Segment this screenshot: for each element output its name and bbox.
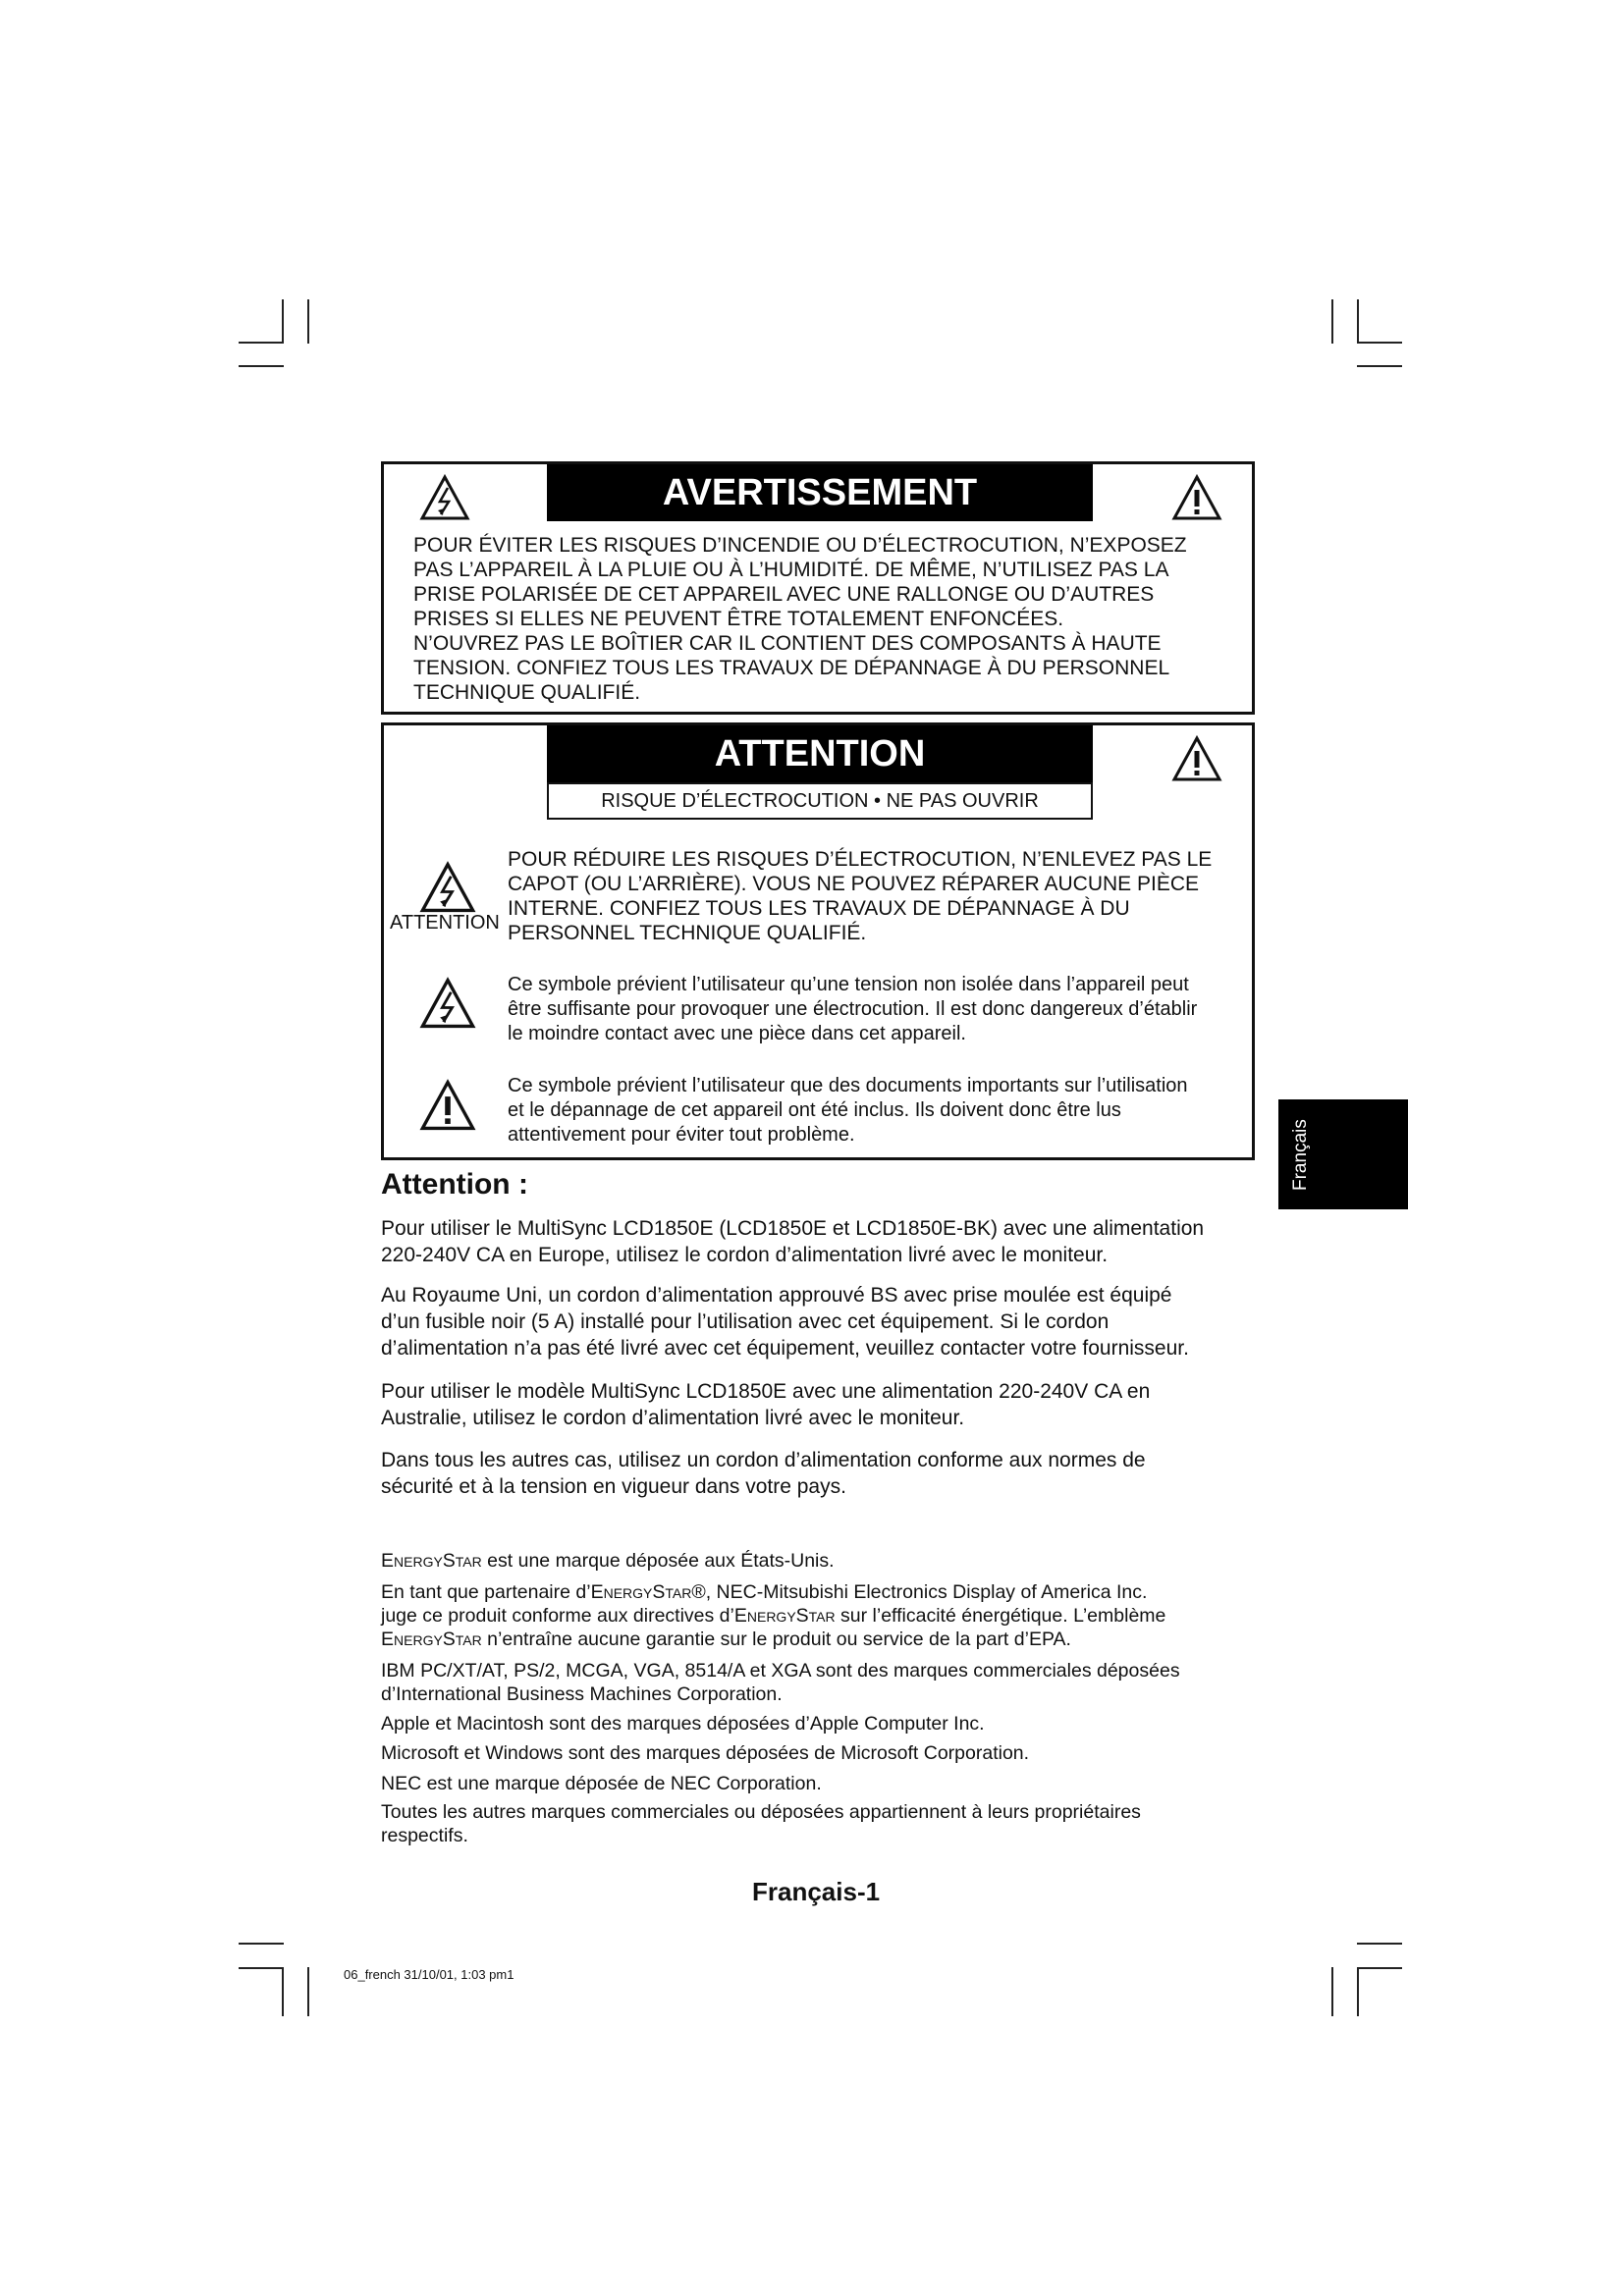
symbol-line: le moindre contact avec une pièce dans cet appareil. (508, 1023, 966, 1044)
exclamation-triangle-icon (419, 1079, 476, 1132)
exclamation-triangle-icon (1171, 735, 1222, 782)
warning-line: TENSION. CONFIEZ TOUS LES TRAVAUX DE DÉPANNAGE À DU PERSONNEL (413, 657, 1170, 679)
paragraph-line: Pour utiliser le MultiSync LCD1850E (LCD1850E et LCD1850E-BK) avec une alimentation (381, 1217, 1205, 1240)
crop-mark (307, 299, 309, 344)
crop-mark (1357, 1943, 1402, 1945)
warning-title: AVERTISSEMENT (547, 464, 1093, 521)
trademark-ibm (381, 1659, 1265, 1706)
lightning-triangle-icon (419, 977, 476, 1030)
trademark-text: n’entraîne aucune garantie sur le produit ou service de la part d’EPA. (481, 1629, 1071, 1650)
lightning-symbol-text (508, 973, 1244, 1046)
crop-mark (1331, 1967, 1333, 2016)
warning-line: PRISE POLARISÉE DE CET APPAREIL AVEC UNE RALLONGE OU D’AUTRES (413, 583, 1155, 606)
symbol-line: Ce symbole prévient l’utilisateur qu’une tension non isolée dans l’appareil peut (508, 974, 1189, 995)
energystar-logo-text: EnergyStar (381, 1550, 482, 1572)
page-number: Français-1 (752, 1877, 881, 1906)
crop-mark (282, 1967, 284, 2016)
symbol-line: et le dépannage de cet appareil ont été inclus. Ils doivent donc être lus (508, 1099, 1121, 1121)
warning-text (413, 533, 1238, 705)
energystar-logo-text: EnergyStar (381, 1629, 482, 1650)
attention-box (381, 722, 1255, 1160)
crop-mark (1357, 299, 1359, 344)
crop-mark (1357, 1967, 1359, 2016)
symbol-line: Ce symbole prévient l’utilisateur que des documents importants sur l’utilisation (508, 1075, 1188, 1096)
trademark-apple: Apple et Macintosh sont des marques déposées d’Apple Computer Inc. (381, 1713, 985, 1735)
trademark-nec: NEC est une marque déposée de NEC Corporation. (381, 1773, 822, 1794)
language-side-tab (1278, 1099, 1408, 1209)
attention-icon-label: ATTENTION (390, 912, 500, 934)
warning-line: TECHNIQUE QUALIFIÉ. (413, 681, 641, 704)
print-slug: 06_french 31/10/01, 1:03 pm1 (344, 1967, 514, 1982)
trademark-text: En tant que partenaire d’ (381, 1581, 591, 1603)
crop-mark (282, 299, 284, 344)
language-side-tab-label: Français (1290, 1118, 1311, 1191)
crop-mark (1357, 1967, 1402, 1969)
attention-line: CAPOT (OU L’ARRIÈRE). VOUS NE POUVEZ RÉPARER AUCUNE PIÈCE (508, 873, 1200, 895)
trademark-text: d’International Business Machines Corporation. (381, 1683, 783, 1705)
paragraph (381, 1282, 1265, 1362)
lightning-triangle-icon (419, 861, 476, 914)
crop-mark (1331, 299, 1333, 344)
paragraph-line: d’alimentation n’a pas été livré avec cet équipement, veuillez contacter votre fournisseur. (381, 1337, 1189, 1360)
trademark-partner (381, 1580, 1265, 1651)
paragraph-line: Au Royaume Uni, un cordon d’alimentation approuvé BS avec prise moulée est équipé (381, 1284, 1172, 1307)
attention-line: PERSONNEL TECHNIQUE QUALIFIÉ. (508, 922, 867, 944)
trademark-text: sur l’efficacité énergétique. L’emblème (835, 1605, 1166, 1627)
exclamation-symbol-text (508, 1074, 1244, 1148)
crop-mark (1357, 365, 1402, 367)
crop-mark (239, 1967, 284, 1969)
trademark-text: est une marque déposée aux États-Unis. (481, 1550, 835, 1572)
symbol-line: être suffisante pour provoquer une électrocution. Il est donc dangereux d’établir (508, 998, 1198, 1020)
paragraph (381, 1378, 1265, 1431)
crop-mark (239, 1943, 284, 1945)
paragraph-line: d’un fusible noir (5 A) installé pour l’utilisation avec cet équipement. Si le cordon (381, 1310, 1110, 1333)
trademark-text: juge ce produit conforme aux directives d’ (381, 1605, 734, 1627)
symbol-line: attentivement pour éviter tout problème. (508, 1124, 855, 1146)
trademark-microsoft: Microsoft et Windows sont des marques déposées de Microsoft Corporation. (381, 1742, 1030, 1764)
crop-mark (307, 1967, 309, 2016)
paragraph-line: 220-240V CA en Europe, utilisez le cordon d’alimentation livré avec le moniteur. (381, 1244, 1109, 1266)
paragraph-line: Dans tous les autres cas, utilisez un cordon d’alimentation conforme aux normes de (381, 1449, 1146, 1471)
warning-box (381, 461, 1255, 715)
paragraph-line: Australie, utilisez le cordon d’alimentation livré avec le moniteur. (381, 1407, 965, 1429)
exclamation-triangle-icon (1171, 474, 1222, 521)
attention-subtitle: RISQUE D’ÉLECTROCUTION • NE PAS OUVRIR (601, 790, 1039, 812)
crop-mark (239, 342, 284, 344)
energystar-logo-text: EnergyStar (733, 1605, 836, 1627)
warning-line: PRISES SI ELLES NE PEUVENT ÊTRE TOTALEMENT ENFONCÉES. (413, 608, 1064, 630)
attention-subtitle-box (547, 782, 1093, 820)
paragraph (381, 1215, 1265, 1268)
energystar-logo-text: EnergyStar® (590, 1581, 706, 1603)
lightning-triangle-icon (419, 474, 470, 521)
warning-line: PAS L’APPAREIL À LA PLUIE OU À L’HUMIDITÉ. DE MÊME, N’UTILISEZ PAS LA (413, 559, 1169, 581)
crop-mark (239, 365, 284, 367)
attention-main-text (508, 847, 1244, 945)
trademark-others (381, 1800, 1265, 1847)
attention-title: ATTENTION (547, 725, 1093, 782)
attention-line: POUR RÉDUIRE LES RISQUES D’ÉLECTROCUTION, N’ENLEVEZ PAS LE (508, 848, 1213, 871)
trademark-text: Toutes les autres marques commerciales ou déposées appartiennent à leurs propriétaires (381, 1801, 1141, 1823)
attention-line: INTERNE. CONFIEZ TOUS LES TRAVAUX DE DÉPANNAGE À DU (508, 897, 1130, 920)
crop-mark (1357, 342, 1402, 344)
warning-line: POUR ÉVITER LES RISQUES D’INCENDIE OU D’ÉLECTROCUTION, N’EXPOSEZ (413, 534, 1187, 557)
paragraph-line: sécurité et à la tension en vigueur dans votre pays. (381, 1475, 846, 1498)
trademark-text: , NEC-Mitsubishi Electronics Display of America Inc. (705, 1581, 1148, 1603)
attention-heading: Attention : (381, 1168, 528, 1201)
warning-line: N’OUVREZ PAS LE BOÎTIER CAR IL CONTIENT DES COMPOSANTS À HAUTE (413, 632, 1162, 655)
trademark-text: IBM PC/XT/AT, PS/2, MCGA, VGA, 8514/A et XGA sont des marques commerciales déposées (381, 1660, 1180, 1682)
paragraph-line: Pour utiliser le modèle MultiSync LCD1850E avec une alimentation 220-240V CA en (381, 1380, 1151, 1403)
trademark-text: respectifs. (381, 1825, 468, 1846)
paragraph (381, 1447, 1265, 1500)
trademark-energystar (381, 1549, 1265, 1573)
